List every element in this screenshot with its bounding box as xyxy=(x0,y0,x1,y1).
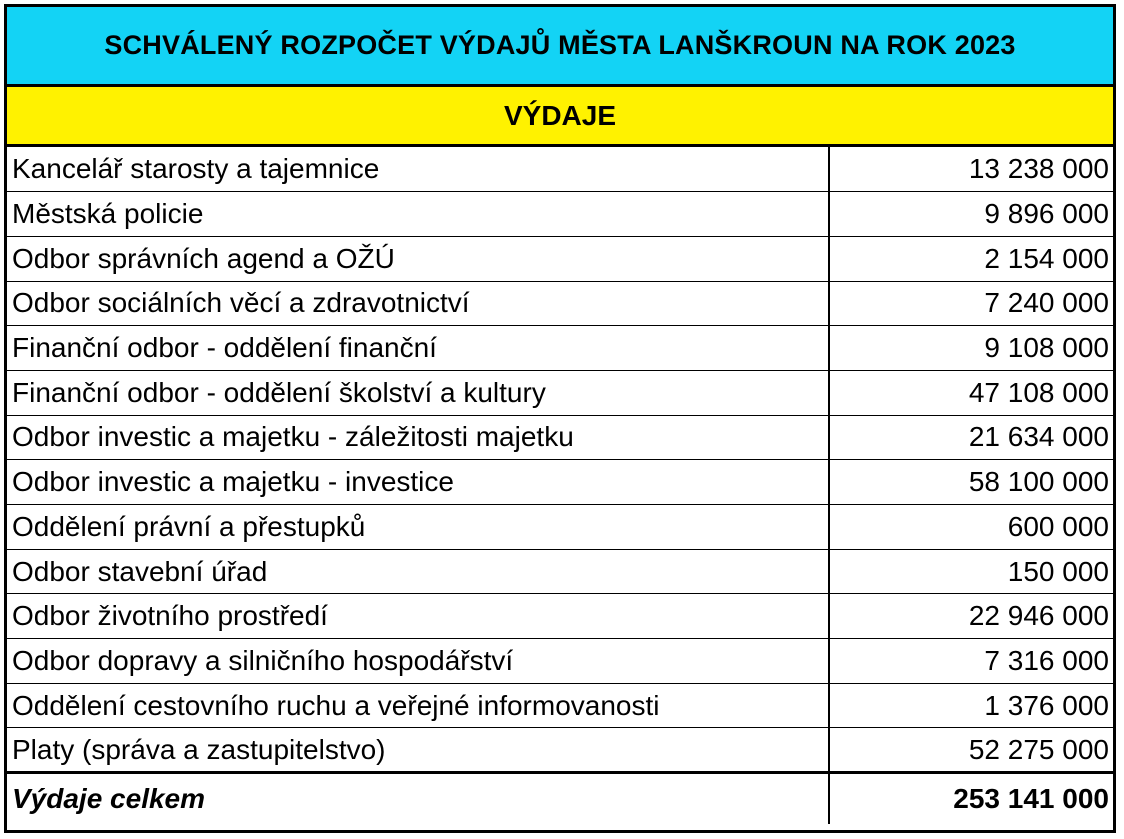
department-name: Finanční odbor - oddělení školství a kultury xyxy=(7,370,829,415)
department-amount: 47 108 000 xyxy=(829,370,1113,415)
department-name: Odbor investic a majetku - investice xyxy=(7,460,829,505)
table-row xyxy=(7,281,1113,326)
department-amount: 58 100 000 xyxy=(829,460,1113,505)
department-name: Odbor životního prostředí xyxy=(7,594,829,639)
table-row xyxy=(7,192,1113,237)
table-row xyxy=(7,594,1113,639)
table-row xyxy=(7,549,1113,594)
department-name: Oddělení právní a přestupků xyxy=(7,505,829,550)
department-amount: 9 108 000 xyxy=(829,326,1113,371)
section-heading: VÝDAJE xyxy=(7,87,1113,147)
table-row xyxy=(7,415,1113,460)
table-row xyxy=(7,683,1113,728)
department-name: Oddělení cestovního ruchu a veřejné informovanosti xyxy=(7,683,829,728)
department-name: Odbor stavební úřad xyxy=(7,549,829,594)
department-name: Městská policie xyxy=(7,192,829,237)
department-amount: 52 275 000 xyxy=(829,728,1113,773)
department-amount: 1 376 000 xyxy=(829,683,1113,728)
department-amount: 150 000 xyxy=(829,549,1113,594)
department-name: Odbor sociálních věcí a zdravotnictví xyxy=(7,281,829,326)
department-name: Odbor investic a majetku - záležitosti majetku xyxy=(7,415,829,460)
department-amount: 22 946 000 xyxy=(829,594,1113,639)
department-amount: 13 238 000 xyxy=(829,147,1113,192)
department-name: Platy (správa a zastupitelstvo) xyxy=(7,728,829,773)
table-row xyxy=(7,236,1113,281)
department-amount: 2 154 000 xyxy=(829,236,1113,281)
table-title: SCHVÁLENÝ ROZPOČET VÝDAJŮ MĚSTA LANŠKROUN NA ROK 2023 xyxy=(7,7,1113,87)
department-amount: 9 896 000 xyxy=(829,192,1113,237)
table-row xyxy=(7,460,1113,505)
department-amount: 7 316 000 xyxy=(829,639,1113,684)
total-label: Výdaje celkem xyxy=(7,773,829,824)
total-amount: 253 141 000 xyxy=(953,782,1109,814)
expenditure-table xyxy=(7,147,1113,824)
budget-table xyxy=(4,4,1116,833)
total-row xyxy=(7,773,1113,824)
department-amount: 600 000 xyxy=(829,505,1113,550)
department-amount: 7 240 000 xyxy=(829,281,1113,326)
table-row xyxy=(7,147,1113,192)
table-row xyxy=(7,326,1113,371)
table-row xyxy=(7,505,1113,550)
department-name: Kancelář starosty a tajemnice xyxy=(7,147,829,192)
table-row xyxy=(7,639,1113,684)
department-name: Odbor správních agend a OŽÚ xyxy=(7,236,829,281)
table-row xyxy=(7,370,1113,415)
department-name: Odbor dopravy a silničního hospodářství xyxy=(7,639,829,684)
department-amount: 21 634 000 xyxy=(829,415,1113,460)
department-name: Finanční odbor - oddělení finanční xyxy=(7,326,829,371)
table-row xyxy=(7,728,1113,773)
